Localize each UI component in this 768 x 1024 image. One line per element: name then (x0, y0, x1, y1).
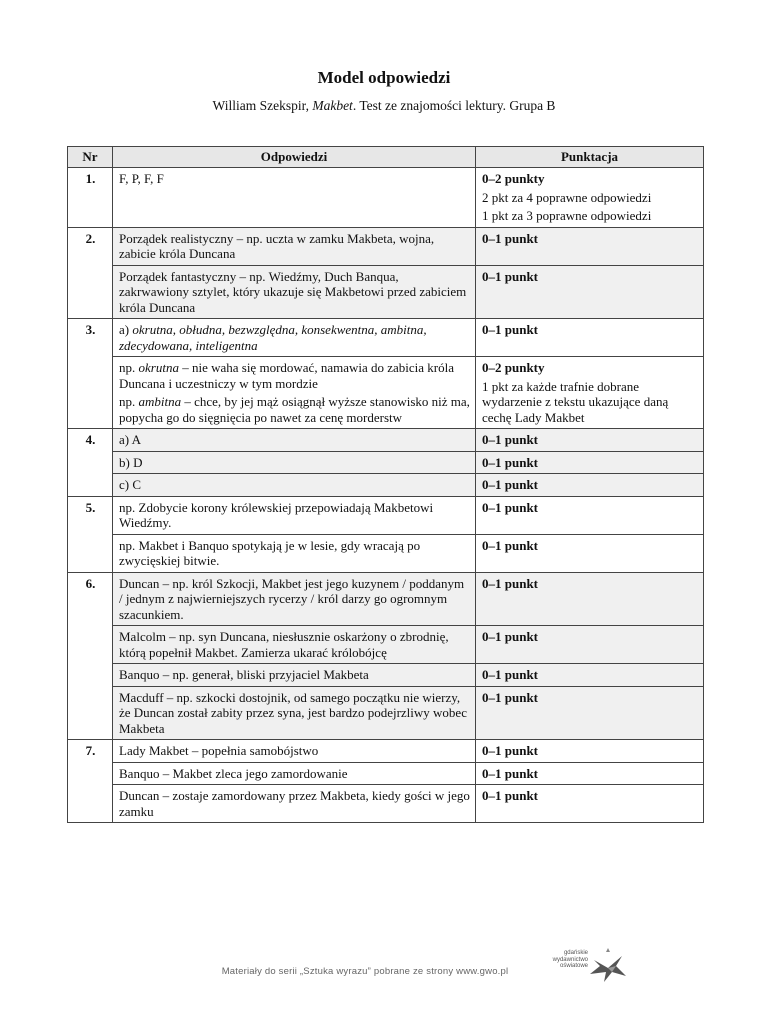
points-cell (476, 429, 704, 452)
points-value: 0–1 punkt (482, 230, 538, 246)
subtitle-rest: . Test ze znajomości lektury. Grupa B (352, 98, 556, 113)
answer-text: – chce, by jej mąż osiągnął wyższe stanowisko niż ma, popycha go do sięgnięcia po nawet za cenę morderstw (119, 394, 470, 425)
points-cell (476, 785, 704, 823)
table-row-q5-1 (68, 496, 704, 534)
subtitle-author: William Szekspir, (212, 98, 313, 113)
answer-cell: Macduff – np. szkocki dostojnik, od samego początku nie wierzy, że Duncan został zabity przez syna, jest bardzo podejrzliwy wobec Makbeta (113, 686, 476, 740)
table-row-q7-2 (68, 762, 704, 785)
points-value: 0–2 punkty (482, 360, 545, 375)
answer-text: – nie waha się mordować, namawia do zabicia króla Duncana i uczestniczy w tym mordzie (119, 360, 455, 391)
gwo-logo-icon (586, 946, 630, 986)
answer-cell: np. Zdobycie korony królewskiej przepowiadają Makbetowi Wiedźmy. (113, 496, 476, 534)
answer-cell: a) A (113, 429, 476, 452)
points-cell (476, 168, 704, 228)
points-value: 0–2 punkty (482, 171, 545, 186)
table-row-q6-4 (68, 686, 704, 740)
points-value: 0–1 punkt (482, 499, 538, 515)
answer-cell: Banquo – Makbet zleca jego zamordowanie (113, 762, 476, 785)
points-cell (476, 265, 704, 319)
points-cell (476, 496, 704, 534)
points-note: 1 pkt za każde trafnie dobrane wydarzenie z tekstu ukazujące daną cechę Lady Makbet (482, 378, 669, 425)
answer-traits: okrutna, obłudna, bezwzględna, konsekwentna, ambitna, zdecydowana, inteligentna (119, 322, 427, 353)
question-number: 4. (68, 429, 113, 497)
points-cell (476, 474, 704, 497)
points-cell (476, 227, 704, 265)
answer-cell: Banquo – np. generał, bliski przyjaciel Makbeta (113, 664, 476, 687)
points-value: 0–1 punkt (482, 629, 538, 644)
answer-paragraph (119, 394, 470, 425)
trait-term: okrutna (138, 360, 179, 375)
answer-cell (113, 319, 476, 357)
table-row-q1 (68, 168, 704, 228)
question-number: 2. (68, 227, 113, 319)
answer-cell (113, 357, 476, 429)
logo-line: gdańskie (563, 950, 588, 956)
table-row-q5-2 (68, 534, 704, 572)
answer-key-table (67, 146, 704, 823)
answer-cell: c) C (113, 474, 476, 497)
answer-cell: np. Makbet i Banquo spotykają je w lesie, gdy wracają po zwycięskiej bitwie. (113, 534, 476, 572)
points-cell (476, 357, 704, 429)
points-value: 0–1 punkt (482, 575, 538, 591)
answer-cell: Malcolm – np. syn Duncana, niesłusznie oskarżony o zbrodnię, którą popełnił Makbet. Zamierza ukarać królobójcę (113, 626, 476, 664)
subtitle-work: Makbet (312, 98, 353, 113)
table-row-q4-2 (68, 451, 704, 474)
points-value: 0–1 punkt (482, 477, 538, 492)
points-value: 0–1 punkt (482, 322, 538, 337)
table-row-q6-2 (68, 626, 704, 664)
footer-source-note: Materiały do serii „Sztuka wyrazu” pobrane ze strony www.gwo.pl (221, 966, 509, 977)
header-points: Punktacja (476, 147, 704, 168)
table-row-q7-3 (68, 785, 704, 823)
answer-paragraph (119, 360, 470, 391)
points-value: 0–1 punkt (482, 432, 538, 447)
points-value: 0–1 punkt (482, 788, 538, 803)
answer-cell: Porządek realistyczny – np. uczta w zamku Makbeta, wojna, zabicie króla Duncana (113, 227, 476, 265)
table-row-q6-3 (68, 664, 704, 687)
answer-cell: Porządek fantastyczny – np. Wiedźmy, Duch Banqua, zakrwawiony sztylet, który ukazuje się Makbetowi przed zabiciem króla Duncana (113, 265, 476, 319)
logo-text (528, 950, 588, 970)
trait-term: ambitna (138, 394, 182, 409)
points-value: 0–1 punkt (482, 765, 538, 781)
table-row-q2-2 (68, 265, 704, 319)
answer-prefix: a) (119, 322, 133, 337)
document-subtitle (0, 98, 768, 114)
points-value: 0–1 punkt (482, 667, 538, 682)
answer-prefix: np. (119, 360, 139, 375)
question-number: 1. (68, 168, 113, 228)
points-cell (476, 451, 704, 474)
points-cell (476, 319, 704, 357)
points-note: 1 pkt za 3 poprawne odpowiedzi (482, 208, 652, 223)
logo-line: wydawnictwo (552, 956, 588, 963)
points-cell (476, 572, 704, 626)
points-cell (476, 534, 704, 572)
points-note: 2 pkt za 4 poprawne odpowiedzi (482, 189, 652, 205)
header-nr: Nr (68, 147, 113, 168)
answer-cell: Duncan – zostaje zamordowany przez Makbeta, kiedy gości w jego zamku (113, 785, 476, 823)
table-row-q4-3 (68, 474, 704, 497)
table-row-q4-1 (68, 429, 704, 452)
points-value: 0–1 punkt (482, 689, 538, 705)
table-row-q3-2 (68, 357, 704, 429)
answer-prefix: np. (119, 394, 139, 409)
points-cell (476, 664, 704, 687)
question-number: 5. (68, 496, 113, 572)
answer-cell: Lady Makbet – popełnia samobójstwo (113, 740, 476, 763)
header-answers: Odpowiedzi (113, 147, 476, 168)
points-cell (476, 762, 704, 785)
points-cell (476, 686, 704, 740)
answer-cell: Duncan – np. król Szkocji, Makbet jest jego kuzynem / poddanym / jednym z najwierniejszych rycerzy / król darzy go ogromnym szacunkiem. (113, 572, 476, 626)
points-value: 0–1 punkt (482, 743, 538, 758)
question-number: 6. (68, 572, 113, 740)
table-row-q2-1 (68, 227, 704, 265)
publisher-logo (528, 944, 638, 992)
points-cell (476, 740, 704, 763)
points-value: 0–1 punkt (482, 537, 538, 553)
table-row-q3-1 (68, 319, 704, 357)
table-header-row (68, 147, 704, 168)
question-number: 3. (68, 319, 113, 429)
document-title: Model odpowiedzi (317, 68, 451, 87)
answer-cell: F, P, F, F (113, 168, 476, 228)
answer-cell: b) D (113, 451, 476, 474)
table-row-q7-1 (68, 740, 704, 763)
table-row-q6-1 (68, 572, 704, 626)
logo-line: oświatowe (559, 963, 588, 969)
points-value: 0–1 punkt (482, 454, 538, 470)
points-cell (476, 626, 704, 664)
question-number: 7. (68, 740, 113, 823)
points-value: 0–1 punkt (482, 268, 538, 284)
